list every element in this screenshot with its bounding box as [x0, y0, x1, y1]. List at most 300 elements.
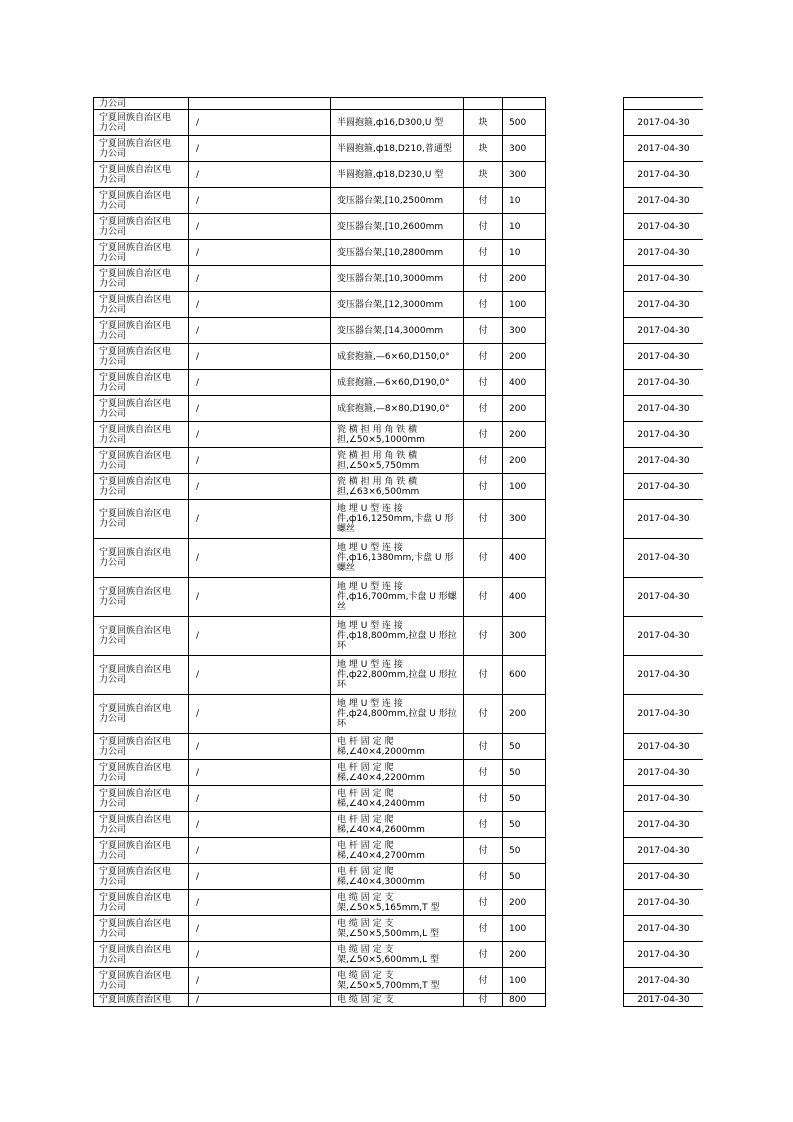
- unit-cell: [464, 396, 503, 422]
- quantity-cell: [503, 786, 546, 812]
- code-value: /: [196, 845, 200, 856]
- description-line2: 担,∠50×5,750mm: [337, 460, 420, 471]
- code-cell: [189, 812, 331, 838]
- quantity-cell: [503, 500, 546, 539]
- unit-value: 付: [478, 377, 488, 388]
- company-cell: [94, 344, 189, 370]
- company-cell: [94, 370, 189, 396]
- company-name-line2: 力公司: [99, 226, 127, 237]
- company-name-line2: 力公司: [99, 954, 127, 965]
- quantity-value: 100: [509, 481, 527, 492]
- company-name-line1: 宁夏回族自治区电: [99, 736, 172, 747]
- date-cell: [624, 890, 704, 916]
- date-value: 2017-04-30: [637, 221, 690, 232]
- unit-cell: [464, 448, 503, 474]
- table-row: [624, 812, 704, 838]
- description-text: 变压器台架,[10,2500mm: [337, 195, 444, 206]
- code-value: /: [196, 377, 200, 388]
- code-cell: [189, 110, 331, 136]
- date-cell: [624, 760, 704, 786]
- unit-value: 付: [478, 949, 488, 960]
- unit-cell: [464, 266, 503, 292]
- company-cell: [94, 110, 189, 136]
- unit-value: 付: [478, 709, 488, 719]
- code-value: /: [196, 195, 200, 206]
- code-value: /: [196, 553, 200, 563]
- date-cell: [624, 188, 704, 214]
- company-name-line2: 力公司: [99, 304, 127, 315]
- description-line2: 担,∠50×5,1000mm: [337, 434, 425, 445]
- description-line3: 环: [337, 719, 347, 729]
- quantity-value: 50: [509, 741, 521, 752]
- table-row: [94, 266, 546, 292]
- company-name-line1: 宁夏回族自治区电: [99, 216, 172, 227]
- company-cell: [94, 760, 189, 786]
- company-name-line1: 宁夏回族自治区电: [99, 587, 172, 597]
- code-cell: [189, 292, 331, 318]
- quantity-value: 500: [509, 117, 527, 128]
- description-line1: 电 缆 固 定 支: [337, 892, 394, 903]
- code-cell: [189, 578, 331, 617]
- company-cell: [94, 994, 189, 1007]
- date-cell: [624, 448, 704, 474]
- description-cell: [331, 240, 464, 266]
- code-value: /: [196, 143, 200, 154]
- date-value: 2017-04-30: [637, 143, 690, 154]
- quantity-cell: [503, 578, 546, 617]
- description-line1: 电 杆 固 定 爬: [337, 788, 394, 799]
- date-value: 2017-04-30: [637, 169, 690, 180]
- quantity-cell: [503, 422, 546, 448]
- code-value: /: [196, 709, 200, 719]
- code-cell: [189, 864, 331, 890]
- date-value: 2017-04-30: [637, 351, 690, 362]
- date-cell: [624, 734, 704, 760]
- company-name-line1: 宁夏回族自治区电: [99, 112, 172, 123]
- unit-value: 付: [478, 455, 488, 466]
- company-name-line1: 宁夏回族自治区电: [99, 450, 172, 461]
- table-row: [624, 838, 704, 864]
- code-value: /: [196, 429, 200, 440]
- company-cell: [94, 812, 189, 838]
- description-cell: [331, 786, 464, 812]
- quantity-cell: [503, 734, 546, 760]
- company-name-line2: 力公司: [99, 824, 127, 835]
- date-value: 2017-04-30: [637, 429, 690, 440]
- unit-cell: [464, 162, 503, 188]
- company-name-line2: 力公司: [99, 850, 127, 861]
- code-value: /: [196, 351, 200, 362]
- date-value: 2017-04-30: [637, 403, 690, 414]
- unit-cell: [464, 370, 503, 396]
- company-cell: [94, 916, 189, 942]
- date-cell: [624, 786, 704, 812]
- code-value: /: [196, 221, 200, 232]
- company-cell: [94, 448, 189, 474]
- description-line3: 螺丝: [337, 524, 356, 534]
- date-value: 2017-04-30: [637, 514, 690, 524]
- description-cell: [331, 188, 464, 214]
- description-text: 变压器台架,[10,2800mm: [337, 247, 444, 258]
- unit-cell: [464, 344, 503, 370]
- quantity-cell: [503, 448, 546, 474]
- description-cell: [331, 110, 464, 136]
- unit-cell: [464, 539, 503, 578]
- company-name-line2: 力公司: [99, 382, 127, 393]
- quantity-cell: [503, 539, 546, 578]
- date-cell: [624, 864, 704, 890]
- quantity-value: 10: [509, 247, 521, 258]
- date-value: 2017-04-30: [637, 299, 690, 310]
- description-line3: 环: [337, 680, 347, 690]
- table-row: [624, 188, 704, 214]
- company-name-line2: 力公司: [99, 252, 127, 263]
- company-cell: [94, 162, 189, 188]
- quantity-cell: [503, 396, 546, 422]
- company-name-line1: 宁夏回族自治区电: [99, 138, 172, 149]
- table-row: [624, 396, 704, 422]
- date-value: 2017-04-30: [637, 871, 690, 882]
- description-cell: [331, 617, 464, 656]
- unit-cell: [464, 578, 503, 617]
- company-name-line1: 宁夏回族自治区电: [99, 398, 172, 409]
- table-row: [94, 890, 546, 916]
- code-cell: [189, 695, 331, 734]
- quantity-value: 200: [509, 273, 527, 284]
- date-value: 2017-04-30: [637, 377, 690, 388]
- unit-value: 付: [478, 995, 488, 1005]
- code-cell: [189, 760, 331, 786]
- date-cell: [624, 656, 704, 695]
- quantity-cell: [503, 695, 546, 734]
- company-name-line1: 宁夏回族自治区电: [99, 892, 172, 903]
- quantity-value: 10: [509, 195, 521, 206]
- quantity-value: 10: [509, 221, 521, 232]
- unit-cell: [464, 500, 503, 539]
- company-name-line2: 力公司: [99, 278, 127, 289]
- quantity-value: 50: [509, 871, 521, 882]
- table-row: [624, 474, 704, 500]
- unit-value: 付: [478, 631, 488, 641]
- description-line2: 件,ф22,800mm,拉盘 U 形拉: [337, 670, 457, 680]
- description-line2: 件,ф16,1250mm,卡盘 U 形: [337, 514, 454, 524]
- unit-cell: [464, 214, 503, 240]
- description-line1: 瓷 横 担 用 角 铁 横: [337, 476, 418, 487]
- date-cell: [624, 370, 704, 396]
- company-name-line1: 宁夏回族自治区电: [99, 970, 172, 981]
- unit-cell: [464, 760, 503, 786]
- description-line1: 电 杆 固 定 爬: [337, 840, 394, 851]
- description-line2: 件,ф16,700mm,卡盘 U 形螺: [337, 592, 457, 602]
- code-cell: [189, 539, 331, 578]
- unit-cell: [464, 422, 503, 448]
- quantity-value: 800: [509, 995, 527, 1005]
- description-cell: [331, 396, 464, 422]
- table-row: [94, 734, 546, 760]
- date-value: 2017-04-30: [637, 553, 690, 563]
- description-cell: [331, 812, 464, 838]
- date-cell: [624, 695, 704, 734]
- table-row: [624, 500, 704, 539]
- date-value: 2017-04-30: [637, 897, 690, 908]
- table-row: [624, 110, 704, 136]
- code-value: /: [196, 325, 200, 336]
- date-cell: [624, 812, 704, 838]
- code-cell: [189, 656, 331, 695]
- code-cell: [189, 396, 331, 422]
- description-line2: 件,ф16,1380mm,卡盘 U 形: [337, 553, 454, 563]
- code-value: /: [196, 871, 200, 882]
- table-row: [94, 318, 546, 344]
- description-line1: 电 缆 固 定 支: [337, 970, 394, 981]
- date-cell: [624, 500, 704, 539]
- table-row: [624, 370, 704, 396]
- table-row: [94, 344, 546, 370]
- empty-cell: [464, 98, 503, 110]
- table-row: [624, 786, 704, 812]
- unit-value: 付: [478, 429, 488, 440]
- unit-value: 付: [478, 403, 488, 414]
- description-line2: 架,∠50×5,600mm,L 型: [337, 954, 439, 965]
- date-cell: [624, 136, 704, 162]
- code-value: /: [196, 793, 200, 804]
- unit-cell: [464, 292, 503, 318]
- unit-value: 付: [478, 553, 488, 563]
- description-text: 半圆抱箍,ф18,D210,普通型: [337, 143, 452, 154]
- unit-value: 付: [478, 670, 488, 680]
- description-cell: [331, 734, 464, 760]
- code-cell: [189, 942, 331, 968]
- date-value: 2017-04-30: [637, 273, 690, 284]
- quantity-cell: [503, 474, 546, 500]
- description-cell: [331, 695, 464, 734]
- date-value: 2017-04-30: [637, 481, 690, 492]
- code-value: /: [196, 117, 200, 128]
- unit-cell: [464, 890, 503, 916]
- quantity-value: 300: [509, 143, 527, 154]
- description-line2: 梯,∠40×4,2000mm: [337, 746, 425, 757]
- company-cell: [94, 578, 189, 617]
- table-row: [624, 968, 704, 994]
- code-value: /: [196, 819, 200, 830]
- unit-cell: [464, 188, 503, 214]
- table-row: [94, 240, 546, 266]
- code-cell: [189, 968, 331, 994]
- company-cell: [94, 240, 189, 266]
- description-line1: 地 埋 U 型 连 接: [337, 660, 403, 670]
- company-name-line1: 宁夏回族自治区电: [99, 268, 172, 279]
- unit-value: 付: [478, 975, 488, 986]
- company-name-line2: 力公司: [99, 675, 127, 685]
- date-cell: [624, 838, 704, 864]
- table-row: [624, 994, 704, 1007]
- description-cell: [331, 656, 464, 695]
- date-value: 2017-04-30: [637, 117, 690, 128]
- company-name-line1: 宁夏回族自治区电: [99, 866, 172, 877]
- table-row: [624, 266, 704, 292]
- quantity-cell: [503, 214, 546, 240]
- table-row: [94, 786, 546, 812]
- quantity-value: 200: [509, 897, 527, 908]
- table-row: [624, 448, 704, 474]
- company-cell: [94, 98, 189, 110]
- code-cell: [189, 890, 331, 916]
- description-cell: [331, 370, 464, 396]
- description-line2: 梯,∠40×4,2700mm: [337, 850, 425, 861]
- quantity-cell: [503, 136, 546, 162]
- table-row: [624, 864, 704, 890]
- code-value: /: [196, 299, 200, 310]
- table-row: [624, 578, 704, 617]
- company-name-line1: 宁夏回族自治区电: [99, 762, 172, 773]
- description-cell: [331, 318, 464, 344]
- description-text: 变压器台架,[10,3000mm: [337, 273, 444, 284]
- description-cell: [331, 214, 464, 240]
- date-cell: [624, 318, 704, 344]
- company-name-line2: 力公司: [99, 798, 127, 809]
- description-cell: [331, 760, 464, 786]
- quantity-cell: [503, 344, 546, 370]
- table-row: [624, 760, 704, 786]
- description-line1: 电 杆 固 定 爬: [337, 866, 394, 877]
- date-value: 2017-04-30: [637, 949, 690, 960]
- date-cell: [624, 214, 704, 240]
- date-cell: [624, 396, 704, 422]
- company-name-line2: 力公司: [99, 519, 127, 529]
- company-name-line2: 力公司: [99, 928, 127, 939]
- description-text: 变压器台架,[10,2600mm: [337, 221, 444, 232]
- date-cell: [624, 942, 704, 968]
- company-name-line1: 宁夏回族自治区电: [99, 164, 172, 175]
- code-cell: [189, 474, 331, 500]
- company-name-line1: 宁夏回族自治区电: [99, 294, 172, 305]
- quantity-cell: [503, 162, 546, 188]
- description-cell: [331, 292, 464, 318]
- company-name-line1: 宁夏回族自治区电: [99, 995, 172, 1005]
- code-cell: [189, 422, 331, 448]
- code-value: /: [196, 767, 200, 778]
- code-cell: [189, 162, 331, 188]
- unit-cell: [464, 838, 503, 864]
- quantity-value: 400: [509, 377, 527, 388]
- company-cell: [94, 539, 189, 578]
- description-line3: 螺丝: [337, 563, 356, 573]
- table-row: [94, 422, 546, 448]
- table-row: [94, 539, 546, 578]
- company-name-line2: 力公司: [99, 122, 127, 133]
- table-row: [624, 240, 704, 266]
- unit-value: 付: [478, 897, 488, 908]
- table-row: [94, 695, 546, 734]
- date-cell: [624, 422, 704, 448]
- unit-value: 付: [478, 351, 488, 362]
- company-cell: [94, 656, 189, 695]
- table-row: [94, 864, 546, 890]
- quantity-value: 400: [509, 592, 527, 602]
- unit-value: 付: [478, 845, 488, 856]
- table-row: [624, 734, 704, 760]
- company-name-line1: 宁夏回族自治区电: [99, 509, 172, 519]
- code-value: /: [196, 169, 200, 180]
- unit-cell: [464, 734, 503, 760]
- company-name-line2: 力公司: [99, 772, 127, 783]
- date-value: 2017-04-30: [637, 247, 690, 258]
- code-value: /: [196, 247, 200, 258]
- quantity-value: 200: [509, 403, 527, 414]
- unit-value: 块: [478, 143, 488, 154]
- company-name-line2: 力公司: [99, 746, 127, 757]
- company-cell: [94, 422, 189, 448]
- date-cell: [624, 539, 704, 578]
- code-value: /: [196, 631, 200, 641]
- unit-value: 付: [478, 514, 488, 524]
- table-row: [94, 812, 546, 838]
- table-row: [624, 318, 704, 344]
- unit-cell: [464, 916, 503, 942]
- company-name-line2: 力公司: [99, 356, 127, 367]
- empty-cell: [503, 98, 546, 110]
- description-text: 变压器台架,[14,3000mm: [337, 325, 444, 336]
- date-cell: [624, 344, 704, 370]
- unit-cell: [464, 968, 503, 994]
- description-cell: [331, 916, 464, 942]
- unit-value: 付: [478, 273, 488, 284]
- date-cell: [624, 110, 704, 136]
- unit-value: 付: [478, 741, 488, 752]
- date-value: 2017-04-30: [637, 995, 690, 1005]
- quantity-value: 200: [509, 709, 527, 719]
- description-line2: 梯,∠40×4,2200mm: [337, 772, 425, 783]
- dates-table: [623, 97, 703, 1007]
- quantity-value: 200: [509, 351, 527, 362]
- quantity-cell: [503, 240, 546, 266]
- code-cell: [189, 448, 331, 474]
- quantity-cell: [503, 760, 546, 786]
- code-cell: [189, 617, 331, 656]
- date-value: 2017-04-30: [637, 819, 690, 830]
- code-value: /: [196, 741, 200, 752]
- quantity-cell: [503, 656, 546, 695]
- quantity-cell: [503, 838, 546, 864]
- quantity-cell: [503, 968, 546, 994]
- table-row: [624, 916, 704, 942]
- unit-cell: [464, 695, 503, 734]
- company-name-line1: 宁夏回族自治区电: [99, 320, 172, 331]
- company-name-line1: 宁夏回族自治区电: [99, 944, 172, 955]
- table-row: [624, 422, 704, 448]
- description-line1: 电 杆 固 定 爬: [337, 762, 394, 773]
- quantity-cell: [503, 318, 546, 344]
- description-text: 成套抱箍,—8×80,D190,0°: [337, 403, 450, 414]
- code-value: /: [196, 592, 200, 602]
- company-cell: [94, 266, 189, 292]
- quantity-cell: [503, 266, 546, 292]
- company-name-line2: 力公司: [99, 460, 127, 471]
- table-row: [94, 656, 546, 695]
- quantity-cell: [503, 994, 546, 1007]
- description-line1: 电 缆 固 定 支: [337, 944, 394, 955]
- table-row: [624, 344, 704, 370]
- table-row: [94, 474, 546, 500]
- unit-value: 付: [478, 871, 488, 882]
- company-name-line1: 宁夏回族自治区电: [99, 548, 172, 558]
- date-value: 2017-04-30: [637, 455, 690, 466]
- unit-value: 付: [478, 299, 488, 310]
- description-line2: 件,ф18,800mm,拉盘 U 形拉: [337, 631, 457, 641]
- table-row: [624, 162, 704, 188]
- description-cell: [331, 344, 464, 370]
- company-name-line1: 宁夏回族自治区电: [99, 814, 172, 825]
